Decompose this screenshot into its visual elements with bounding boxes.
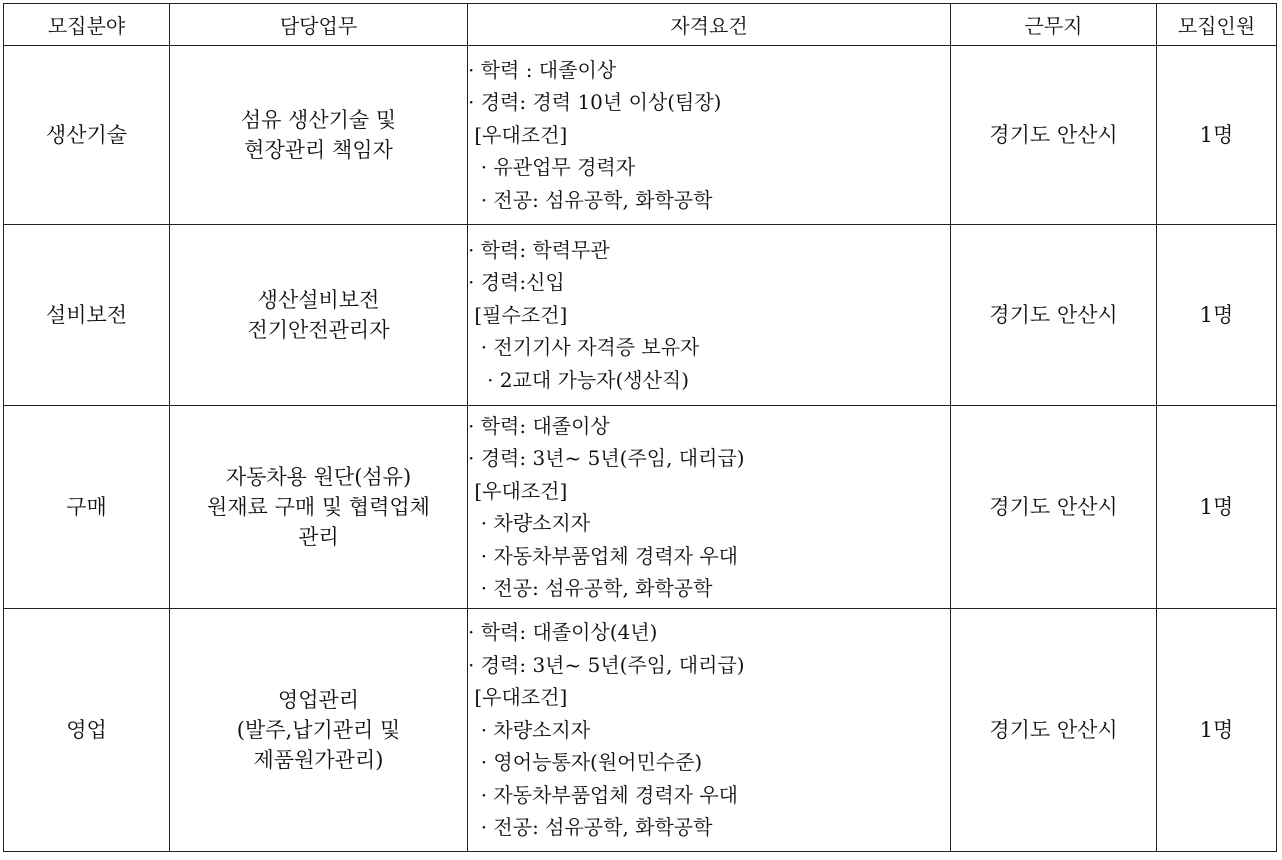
duty-line: 원재료 구매 및 협력업체	[207, 495, 430, 519]
duty-line: 현장관리 책임자	[244, 138, 393, 162]
duty-line: 제품원가관리)	[253, 748, 384, 772]
table-row	[4, 225, 1277, 406]
requirement-line: · 전공: 섬유공학, 화학공학	[468, 815, 713, 840]
requirement-line: · 차량소지자	[468, 717, 591, 742]
duty-cell	[170, 609, 468, 852]
requirement-line: · 자동차부품업체 경력자 우대	[468, 782, 738, 807]
requirement-line: · 유관업무 경력자	[468, 155, 636, 180]
field-cell: 영업	[4, 609, 170, 852]
duty-cell	[170, 46, 468, 225]
header-headcount: 모집인원	[1157, 4, 1277, 46]
duty-line: 생산설비보전	[257, 288, 380, 312]
duty-cell	[170, 406, 468, 609]
requirement-line: [우대조건]	[468, 122, 568, 147]
requirement-line: · 학력: 대졸이상	[468, 413, 610, 438]
header-row	[4, 4, 1277, 46]
requirement-line: · 경력: 3년~ 5년(주임, 대리급)	[468, 652, 745, 677]
duty-line: 섬유 생산기술 및	[240, 108, 397, 132]
duty-line: 관리	[298, 525, 339, 549]
header-duty: 담당업무	[170, 4, 468, 46]
location-cell: 경기도 안산시	[951, 406, 1157, 609]
location-cell: 경기도 안산시	[951, 609, 1157, 852]
requirement-line: · 경력:신입	[468, 270, 565, 295]
recruitment-table	[3, 3, 1277, 852]
field-cell: 생산기술	[4, 46, 170, 225]
duty-line: 자동차용 원단(섬유)	[225, 465, 412, 489]
location-cell: 경기도 안산시	[951, 46, 1157, 225]
duty-line: (발주,납기관리 및	[236, 718, 401, 742]
requirements-cell	[468, 609, 951, 852]
requirement-line: [우대조건]	[468, 478, 568, 503]
table-row	[4, 46, 1277, 225]
headcount-cell: 1명	[1157, 225, 1277, 406]
requirement-line: · 경력: 3년~ 5년(주임, 대리급)	[468, 446, 745, 470]
requirement-line: · 학력: 학력무관	[468, 237, 610, 262]
header-requirements: 자격요건	[468, 4, 951, 46]
table-row	[4, 406, 1277, 609]
requirement-line: · 자동차부품업체 경력자 우대	[468, 543, 738, 568]
requirement-line: [우대조건]	[468, 685, 568, 710]
field-cell: 설비보전	[4, 225, 170, 406]
header-field: 모집분야	[4, 4, 170, 46]
table-row	[4, 609, 1277, 852]
requirement-line: · 영어능통자(원어민수준)	[468, 750, 703, 775]
location-cell: 경기도 안산시	[951, 225, 1157, 406]
requirement-line: · 학력 : 대졸이상	[468, 57, 617, 82]
requirements-cell	[468, 225, 951, 406]
headcount-cell: 1명	[1157, 46, 1277, 225]
requirement-line: · 전기기사 자격증 보유자	[468, 335, 700, 360]
requirement-line: · 학력: 대졸이상(4년)	[468, 620, 658, 645]
requirements-cell	[468, 406, 951, 609]
requirement-line: · 차량소지자	[468, 511, 591, 535]
header-location: 근무지	[951, 4, 1157, 46]
headcount-cell: 1명	[1157, 609, 1277, 852]
duty-line: 전기안전관리자	[247, 318, 390, 342]
requirement-line: · 전공: 섬유공학, 화학공학	[468, 576, 713, 600]
field-cell: 구매	[4, 406, 170, 609]
requirements-cell	[468, 46, 951, 225]
duty-cell	[170, 225, 468, 406]
headcount-cell: 1명	[1157, 406, 1277, 609]
requirement-line: · 2교대 가능자(생산직)	[468, 367, 690, 392]
requirement-line: · 경력: 경력 10년 이상(팀장)	[468, 90, 722, 115]
duty-line: 영업관리	[277, 688, 360, 712]
requirement-line: [필수조건]	[468, 302, 568, 327]
requirement-line: · 전공: 섬유공학, 화학공학	[468, 187, 713, 212]
